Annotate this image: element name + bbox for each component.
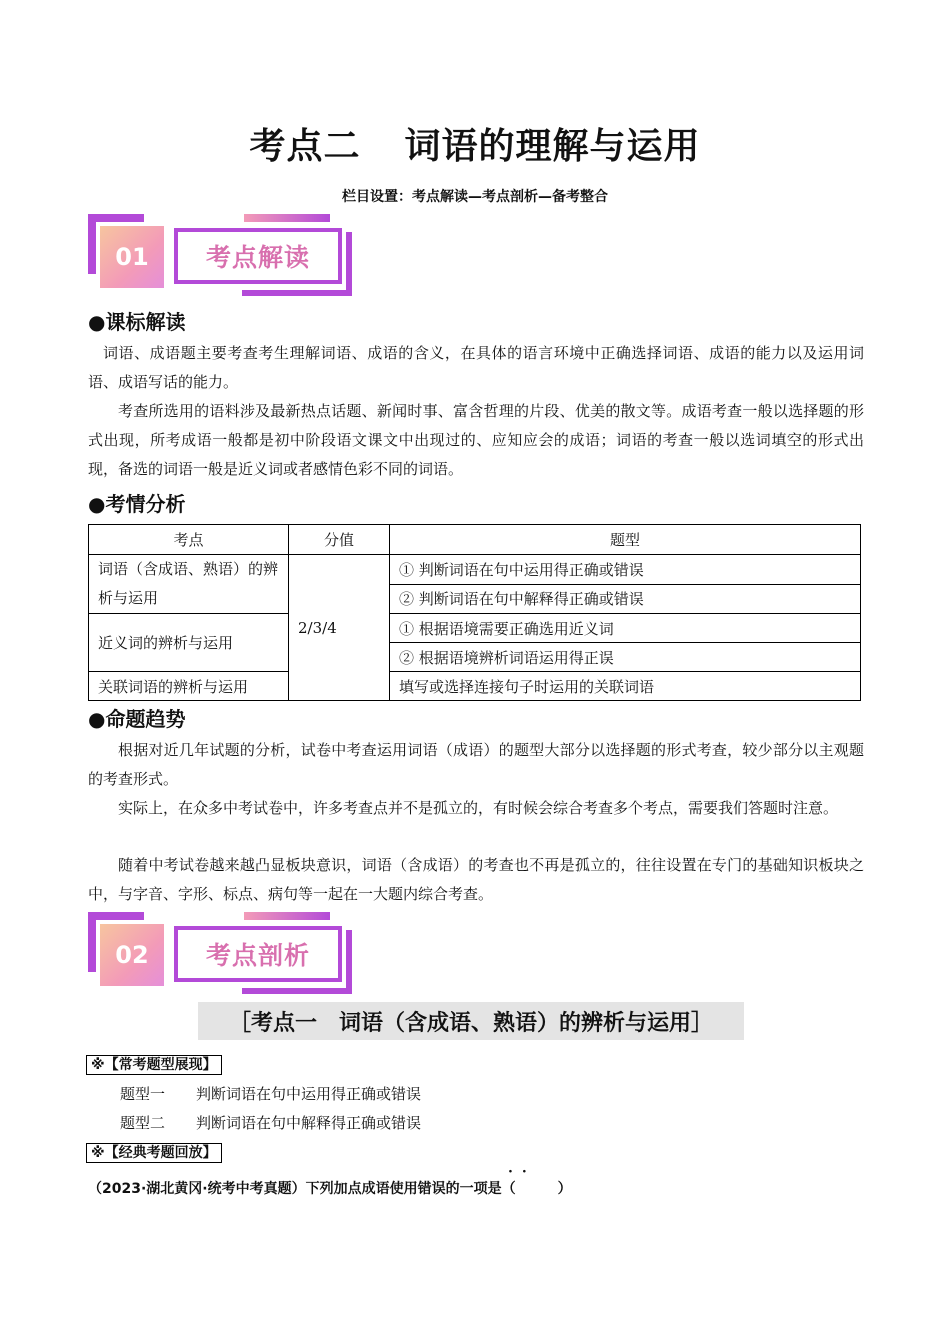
analysis-table [88,524,861,701]
point-one-title: ［考点一 词语（含成语、熟语）的辨析与运用］ [198,1002,744,1040]
table-cell-point: 近义词的辨析与运用 [89,614,289,672]
badge-decoration [244,912,330,920]
table-header: 考点 [89,525,289,555]
tag-common-types: ※【常考题型展现】 [86,1055,222,1075]
exam-question: （2023·湖北黄冈·统考中考真题）下列加点成语使用错误的一项是（ ） [88,1181,572,1197]
section-badge-01 [88,214,358,296]
table-cell-type: ① 根据语境需要正确选用近义词 [390,614,861,643]
table-header: 分值 [289,525,390,555]
question-type-text: 判断词语在句中解释得正确或错误 [196,1114,422,1132]
title-part1: 考点二 [249,126,361,167]
badge-decoration [88,912,96,972]
question-type-2 [120,1109,421,1137]
section-number: 02 [100,924,164,986]
title-part2: 词语的理解与运用 [404,126,701,167]
badge-decoration [88,214,96,274]
table-row [89,555,861,585]
table-cell-type: ② 判断词语在句中解释得正确或错误 [390,584,861,614]
kebiao-paragraph-2: 考查所选用的语料涉及最新热点话题、新闻时事、富含哲理的片段、优美的散文等。成语考查一般以选择题的形式出现，所考成语一般都是初中阶段语文课文中出现过的、应知应会的成语；词语的考查一般以选词填空的形式出现，备选的词语一般是近义词或者感情色彩不同的词语。 [88,402,864,478]
section-badge-02 [88,912,358,994]
badge-decoration [88,912,144,920]
table-cell-score: 2/3/4 [289,555,390,701]
trend-paragraph-3: 随着中考试卷越来越凸显板块意识，词语（含成语）的考查也不再是孤立的，往往设置在专门的基础知识板块之中，与字音、字形、标点、病句等一起在一大题内综合考查。 [88,856,864,903]
question-type-text: 判断词语在句中运用得正确或错误 [196,1085,422,1103]
question-type-label: 题型一 [120,1085,166,1103]
badge-decoration [244,214,330,222]
table-row [89,614,861,643]
question-type-label: 题型二 [120,1114,166,1132]
tag-classic-questions: ※【经典考题回放】 [86,1143,222,1163]
badge-decoration [346,930,352,994]
table-cell-type: ① 判断词语在句中运用得正确或错误 [390,555,861,585]
table-cell-type: ② 根据语境辨析词语运用得正误 [390,643,861,672]
trend-paragraph-2: 实际上，在众多中考试卷中，许多考查点并不是孤立的，有时候会综合考查多个考点，需要我们答题时注意。 [118,799,839,817]
column-settings: 栏目设置：考点解读—考点剖析—备考整合 [342,189,608,205]
table-header-row [89,525,861,555]
kebiao-paragraph-1: 词语、成语题主要考查考生理解词语、成语的含义，在具体的语言环境中正确选择词语、成语的能力以及运用词语、成语写话的能力。 [88,344,864,391]
table-row [89,672,861,701]
table-cell-type: 填写或选择连接句子时运用的关联词语 [390,672,861,701]
table-header: 题型 [390,525,861,555]
section-label: 考点剖析 [174,926,342,982]
badge-decoration [242,988,352,994]
table-cell-point: 关联词语的辨析与运用 [89,672,289,701]
question-type-1 [120,1080,421,1108]
section-number: 01 [100,226,164,288]
badge-decoration [88,214,144,222]
heading-trend: ●命题趋势 [88,707,186,731]
heading-kebiao: ●课标解读 [88,310,186,334]
emphasis-dots: ·· [508,1164,536,1180]
section-label: 考点解读 [174,228,342,284]
page-title [0,118,950,169]
badge-decoration [242,290,352,296]
badge-decoration [346,232,352,296]
table-cell-point: 词语（含成语、熟语）的辨析与运用 [89,555,289,614]
heading-kaoqing: ●考情分析 [88,492,186,516]
trend-paragraph-1: 根据对近几年试题的分析，试卷中考查运用词语（成语）的题型大部分以选择题的形式考查，较少部分以主观题的考查形式。 [88,741,864,788]
